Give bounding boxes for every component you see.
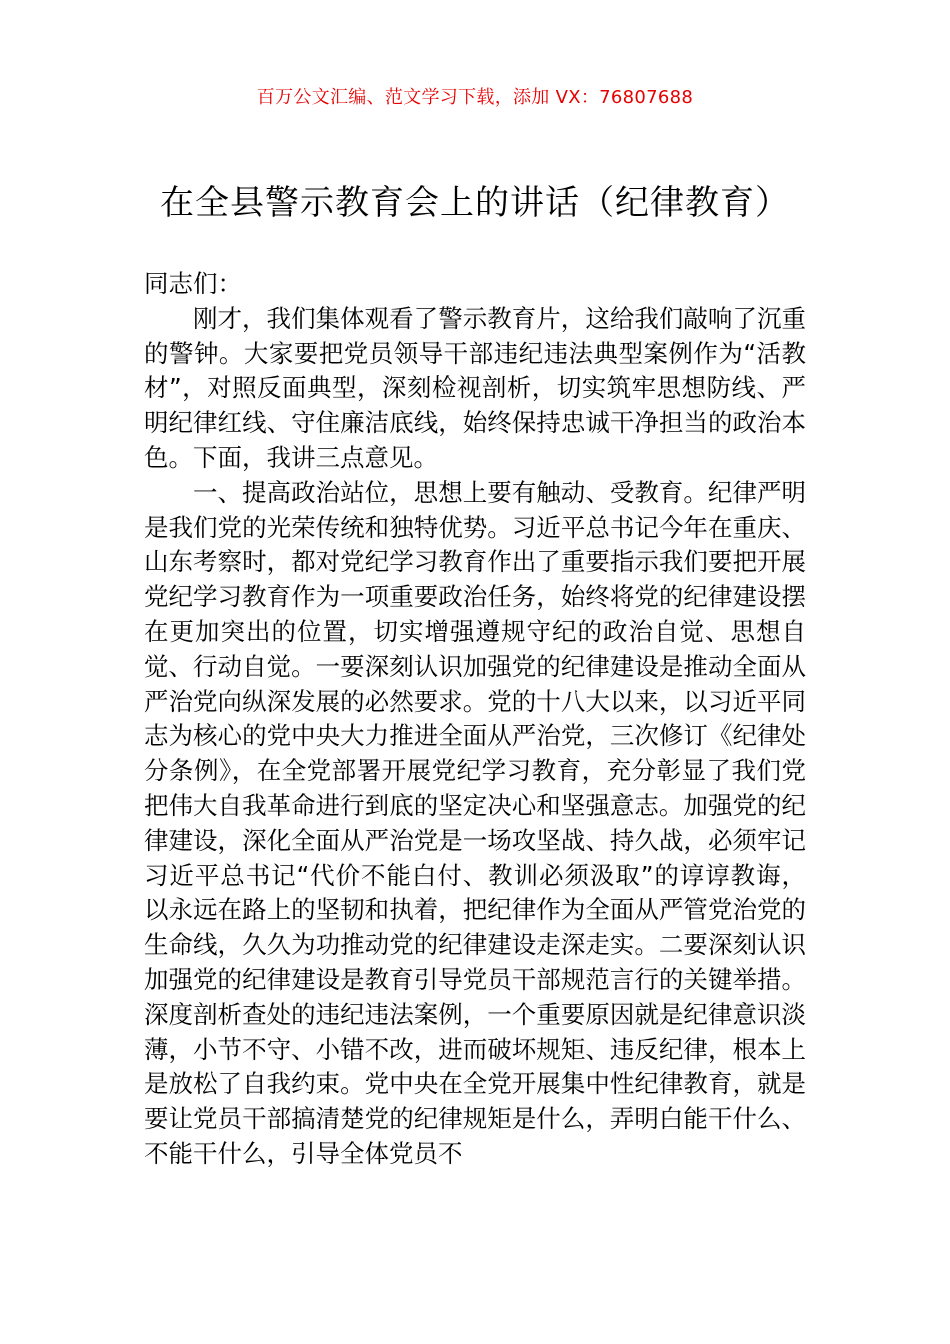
document-title: 在全县警示教育会上的讲话（纪律教育） — [160, 183, 790, 223]
paragraph: 刚才，我们集体观看了警示教育片，这给我们敲响了沉重的警钟。大家要把党员领导干部违纪违法典型案例作为“活教材”，对照反面典型，深刻检视剖析，切实筑牢思想防线、严明纪律红线、守住廉洁底线，始终保持忠诚干净担当的政治本色。下面，我讲三点意见。 — [144, 303, 806, 472]
paragraph: 一、提高政治站位，思想上要有触动、受教育。纪律严明是我们党的光荣传统和独特优势。习近平总书记今年在重庆、山东考察时，都对党纪学习教育作出了重要指示我们要把开展党纪学习教育作为一项重要政治任务，始终将党的纪律建设摆在更加突出的位置，切实增强遵规守纪的政治自觉、思想自觉、行动自觉。一要深刻认识加强党的纪律建设是推动全面从严治党向纵深发展的必然要求。党的十八大以来，以习近平同志为核心的党中央大力推进全面从严治党，三次修订《纪律处分条例》，在全党部署开展党纪学习教育，充分彰显了我们党把伟大自我革命进行到底的坚定决心和坚强意志。加强党的纪律建设，深化全面从严治党是一场攻坚战、持久战，必须牢记习近平总书记“代价不能白付、教训必须汲取”的谆谆教诲，以永远在路上的坚韧和执着，把纪律作为全面从严管党治党的生命线，久久为功推动党的纪律建设走深走实。二要深刻认识加强党的纪律建设是教育引导党员干部规范言行的关键举措。深度剖析查处的违纪违法案例，一个重要原因就是纪律意识淡薄，小节不守、小错不改，进而破坏规矩、违反纪律，根本上是放松了自我约束。党中央在全党开展集中性纪律教育，就是要让党员干部搞清楚党的纪律规矩是什么，弄明白能干什么、不能干什么，引导全体党员不 — [144, 477, 806, 1168]
document-body — [144, 267, 806, 1172]
header-note: 百万公文汇编、范文学习下载，添加 VX：76807688 — [256, 87, 694, 108]
salutation: 同志们： — [144, 269, 242, 298]
